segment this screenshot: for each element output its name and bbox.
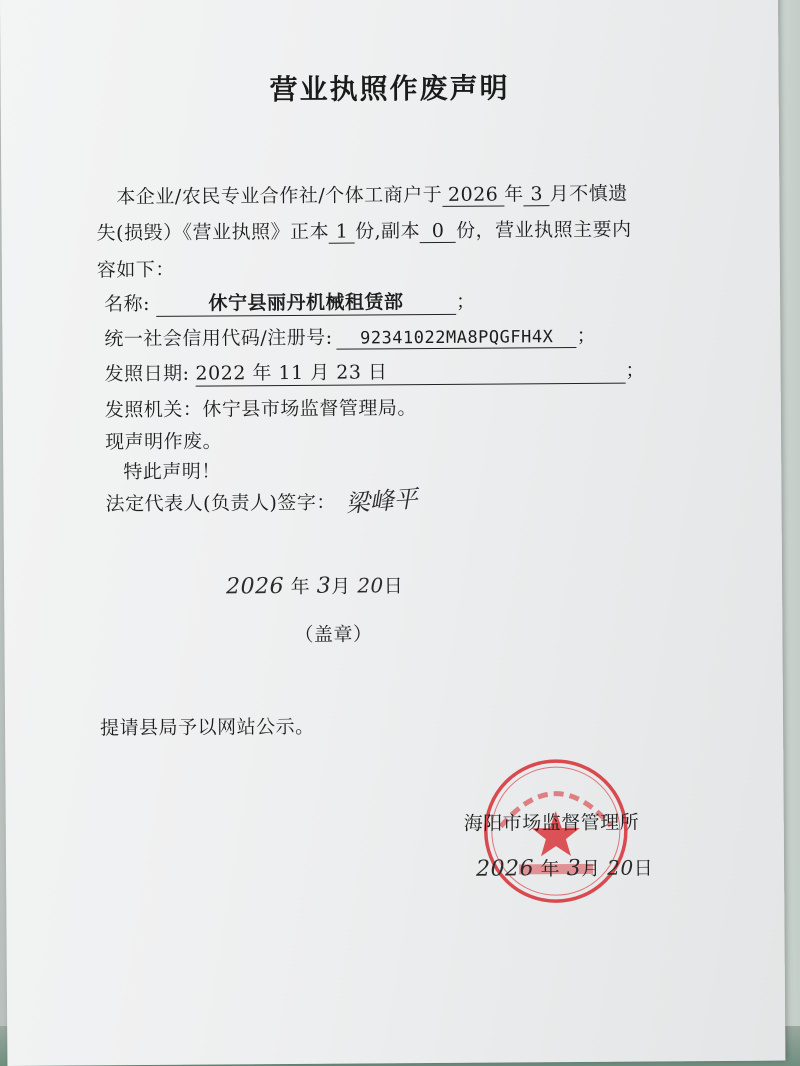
office-month: 3 xyxy=(566,855,582,882)
office-date xyxy=(476,853,653,881)
para-line-2 xyxy=(97,215,632,246)
original-count: 1 xyxy=(329,221,355,244)
hereby-declare: 特此声明！ xyxy=(123,460,221,484)
office-name: 海阳市场监督管理所 xyxy=(463,811,640,835)
issuing-authority: 发照机关：休宁县市场监督管理局。 xyxy=(104,397,417,422)
document-title: 营业执照作废声明 xyxy=(269,71,510,107)
signature-label: 法定代表人(负责人)签字： xyxy=(105,491,336,516)
office-day: 20 xyxy=(607,855,634,880)
office-year: 2026 xyxy=(475,856,535,882)
name-row xyxy=(104,287,476,318)
office-year-unit: 年 xyxy=(540,858,561,881)
name-semicolon: ； xyxy=(455,290,476,313)
seal-label: （盖章） xyxy=(294,623,373,646)
credit-code: 92341022MA8PQGFH4X xyxy=(337,327,577,350)
para-line-1 xyxy=(116,179,628,210)
para-line-3: 容如下： xyxy=(96,258,175,282)
code-row xyxy=(104,321,596,351)
sign-year: 2026 xyxy=(226,574,285,600)
code-semicolon: ； xyxy=(576,324,597,347)
issue-date: 2022 年 11 月 23 日 xyxy=(195,356,625,387)
para-suffix: 月不慎遗 xyxy=(549,182,628,206)
void-statement: 现声明作废。 xyxy=(105,430,223,454)
office-month-unit: 月 xyxy=(581,857,601,880)
para-prefix: 本企业/农民专业合作社/个体工商户于 xyxy=(116,183,443,209)
date-label: 发照日期: xyxy=(104,362,190,386)
sign-date xyxy=(226,571,403,599)
name-label: 名称: xyxy=(104,292,151,316)
para-line2-prefix: 失(损毁）《营业执照》正本 xyxy=(96,220,330,245)
para-line2-suffix: 份，营业执照主要内 xyxy=(456,218,632,242)
lost-month: 3 xyxy=(524,183,550,206)
code-label: 统一社会信用代码/注册号: xyxy=(104,326,333,351)
sign-day-unit: 日 xyxy=(383,575,404,598)
sign-year-unit: 年 xyxy=(290,575,311,598)
copy-label: 份,副本 xyxy=(354,220,421,243)
office-day-unit: 日 xyxy=(633,857,654,880)
publication-request: 提请县局予以网站公示。 xyxy=(100,715,315,740)
copy-count: 0 xyxy=(420,220,456,243)
sign-month: 3 xyxy=(316,573,332,599)
sign-day: 20 xyxy=(357,573,384,598)
handwritten-signature: 梁峰平 xyxy=(344,484,419,519)
date-semicolon: ； xyxy=(625,359,646,382)
date-row xyxy=(105,356,646,388)
business-name: 休宁县丽丹机械租赁部 xyxy=(156,287,456,317)
year-unit: 年 xyxy=(504,183,524,206)
lost-year: 2026 xyxy=(442,183,504,206)
sign-month-unit: 月 xyxy=(331,575,351,598)
